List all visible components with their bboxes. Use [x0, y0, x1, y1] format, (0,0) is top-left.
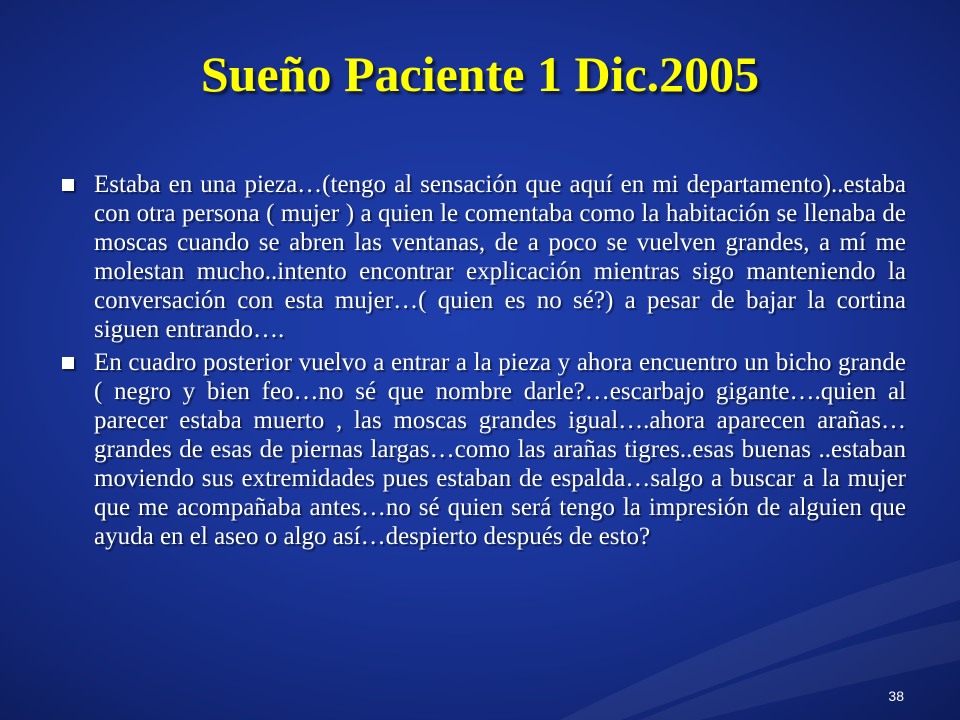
bullet-text: Estaba en una pieza…(tengo al sensación que aquí en mi departamento)..estaba con otra persona ( mujer ) a quien le comentaba como la habitación se llenaba de moscas cuando se abren las ventanas, de a poco se vuelven grandes, a mí me molestan mucho..intento encontrar explicación mientras sigo manteniendo la conversación con esta mujer…( quien es no sé?) a pesar de bajar la cortina siguen entrando….: [94, 171, 906, 343]
slide-title: Sueño Paciente 1 Dic.2005: [200, 46, 760, 102]
page-number: 38: [888, 688, 904, 704]
square-bullet-icon: [62, 357, 74, 369]
list-item: [60, 170, 906, 344]
list-item: [60, 348, 906, 551]
bullet-list: [60, 170, 906, 555]
square-bullet-icon: [62, 179, 74, 191]
bullet-text: En cuadro posterior vuelvo a entrar a la pieza y ahora encuentro un bicho grande ( negro y bien feo…no sé que nombre darle?…escarbajo gigante….quien al parecer estaba muerto , las moscas grandes igual….ahora aparecen arañas…grandes de esas de piernas largas…como las arañas tigres..esas buenas ..estaban moviendo sus extremidades pues estaban de espalda…salgo a buscar a la mujer que me acompañaba antes…no sé quien será tengo la impresión de alguien que ayuda en el aseo o algo así…despierto después de esto?: [94, 349, 906, 550]
